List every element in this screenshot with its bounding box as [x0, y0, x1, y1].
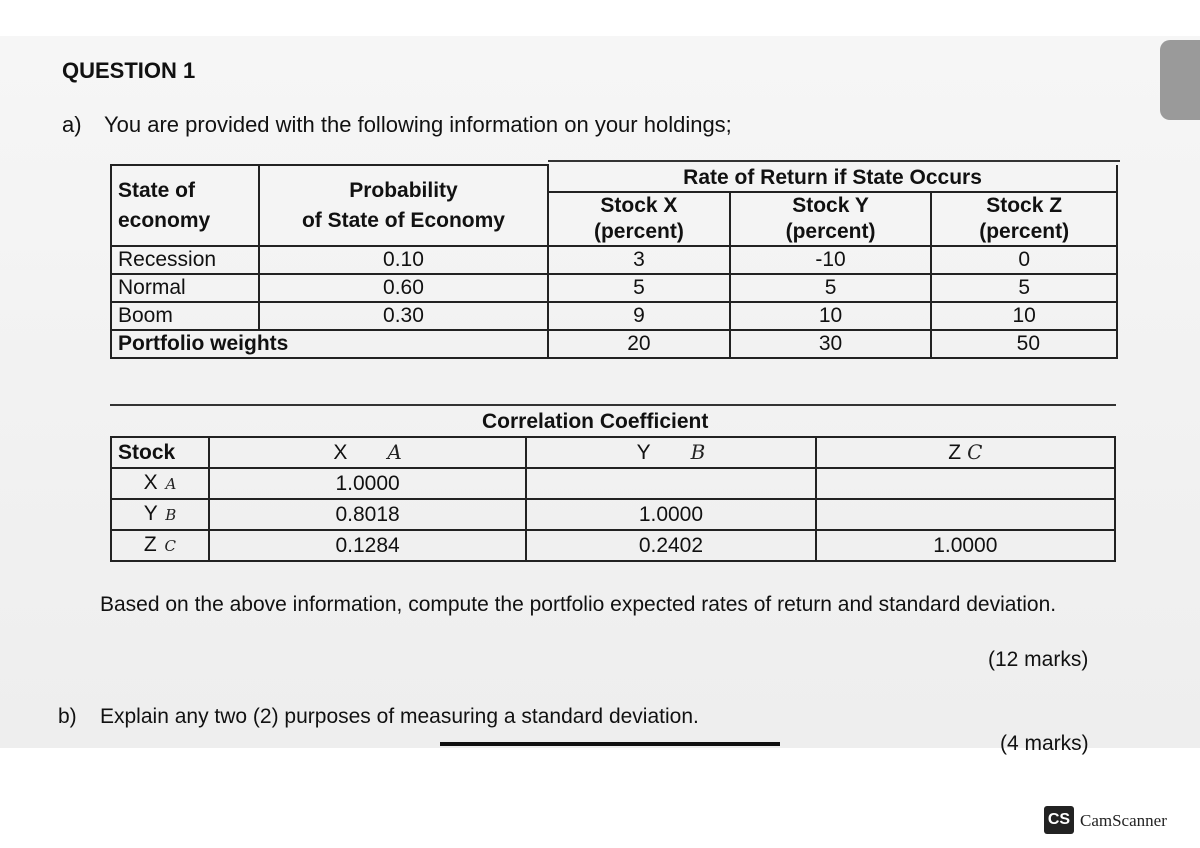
header-stock-z: Stock Z (percent) — [931, 192, 1117, 246]
returns-table — [110, 164, 1118, 359]
correlation-table — [110, 436, 1116, 562]
header-state: State of economy — [111, 165, 259, 246]
weights-row: Portfolio weights 20 30 50 — [111, 330, 1117, 358]
part-b-label: b) — [58, 705, 77, 728]
question-title: QUESTION 1 — [62, 58, 196, 83]
camscanner-watermark: CamScanner — [1080, 811, 1167, 830]
correlation-header-row: Stock X A Y B Z C — [111, 437, 1115, 468]
part-a-label: a) — [62, 112, 82, 137]
section-rule — [110, 404, 1116, 406]
header-stock-x: Stock X (percent) — [548, 192, 730, 246]
table-row: Z C 0.1284 0.2402 1.0000 — [111, 530, 1115, 561]
table-row: Boom 0.30 9 10 10 — [111, 302, 1117, 330]
camscanner-logo-icon: CS — [1044, 806, 1074, 834]
scanned-page — [0, 36, 1200, 748]
header-probability: Probability of State of Economy — [259, 165, 548, 246]
scan-underline — [440, 742, 780, 746]
part-a-sentence: You are provided with the following information on your holdings; — [104, 112, 732, 137]
handwritten-note: A — [165, 475, 177, 493]
handwritten-note: C — [164, 537, 177, 555]
header-rate-of-return: Rate of Return if State Occurs — [548, 165, 1117, 192]
handwritten-note: B — [165, 506, 177, 524]
handwritten-note: A — [387, 440, 402, 464]
top-rule — [548, 160, 1120, 162]
marks-part-b: (4 marks) — [1000, 732, 1089, 755]
table-row: Y B 0.8018 1.0000 — [111, 499, 1115, 530]
handwritten-note: C — [967, 440, 983, 464]
part-b-text — [58, 705, 699, 729]
correlation-title: Correlation Coefficient — [482, 410, 709, 433]
page-edge-tab — [1160, 40, 1200, 120]
instruction-text: Based on the above information, compute the portfolio expected rates of return and standard deviation. — [100, 593, 1057, 616]
table-row: Recession 0.10 3 -10 0 — [111, 246, 1117, 274]
table-row: Normal 0.60 5 5 5 — [111, 274, 1117, 302]
header-stock-y: Stock Y (percent) — [730, 192, 932, 246]
table-row: X A 1.0000 — [111, 468, 1115, 499]
marks-part-a: (12 marks) — [988, 648, 1089, 671]
part-a-text — [62, 112, 732, 138]
weights-label: Portfolio weights — [111, 330, 548, 358]
handwritten-note: B — [690, 440, 706, 464]
part-b-sentence: Explain any two (2) purposes of measuring a standard deviation. — [100, 705, 699, 728]
